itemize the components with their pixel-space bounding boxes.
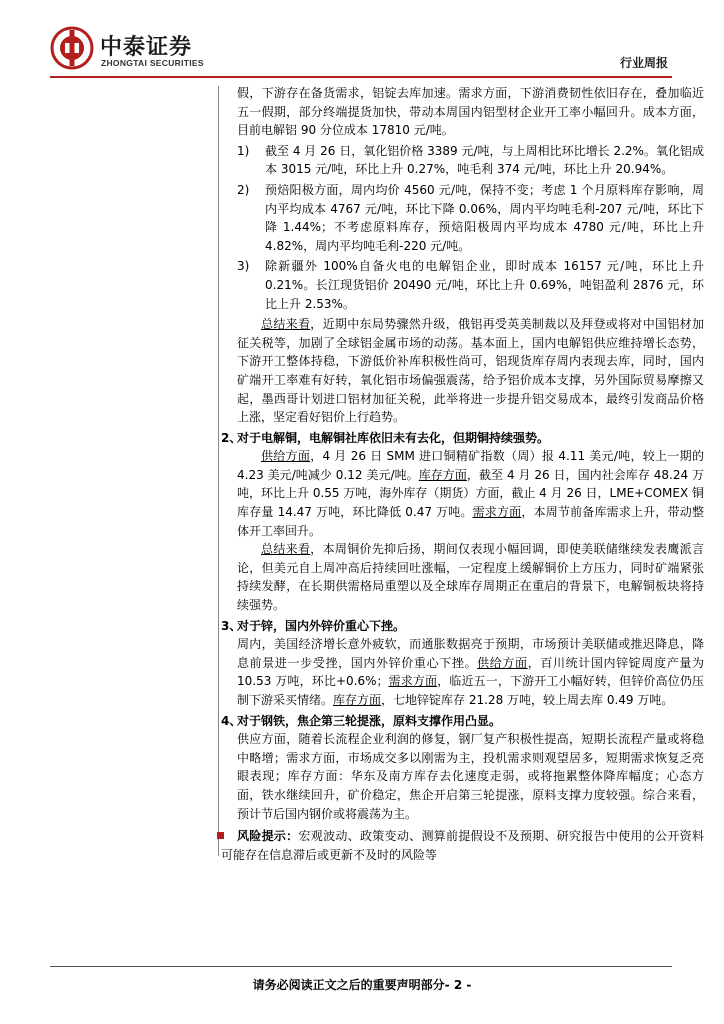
aluminum-item-1 [237,142,704,179]
company-logo [50,26,230,74]
item-text: 预焙阳极方面，周内均价 4560 元/吨，保持不变；考虑 1 个月原料库存影响，周内平均成本 4767 元/吨，环比下降 0.06%，周内平均吨毛利-207 元/吨，环比下降 1.44%；不考虑原料库存，预焙阳极周内平均成本 4780 元/吨，环比上升 4.82%，周内平均吨毛利-220 元/吨。 [265,182,704,253]
square-bullet-icon [217,832,224,839]
item-number: 2) [237,182,250,197]
inventory-text: ，七地锌锭库存 21.28 万吨，较上周去库 0.49 万吨。 [381,693,674,707]
item-number: 3) [237,259,250,274]
item-text: 截至 4 月 26 日，氧化铝价格 3389 元/吨，与上周相比环比增长 2.2%。氧化铝成本 3015 元/吨，环比上升 0.27%，吨毛利 374 元/吨，环比上升 20.94%。 [265,143,704,177]
risk-warning [221,827,704,864]
zinc-heading [221,617,704,636]
steel-heading [221,712,704,731]
heading-text: 对于锌，国内外锌价重心下挫。 [237,618,406,633]
heading-text: 对于钢铁，焦企第三轮提涨，原料支撑作用凸显。 [237,713,502,728]
report-type-label: 行业周报 [619,56,668,70]
supply-text: ，4 月 26 日 SMM 进口铜精矿指数（周）报 4.11 美元/吨，较上一期的 4.23 美元/吨减少 0.12 美元/吨。 [237,449,704,482]
inventory-text: ，截至 4 月 26 日，国内社会库存 48.24 万吨，环比上升 0.55 万吨，海外库存（期货）方面，截止 4 月 26 日，LME+COMEX 铜库存量 14.47 万吨，环比降低 0.47 万吨。 [237,467,704,520]
logo-english-name: ZHONGTAI SECURITIES [101,58,204,68]
aluminum-summary [237,315,704,427]
supply-label: 供给方面 [477,655,528,670]
aluminum-item-3 [237,257,704,313]
copper-body [237,447,704,540]
summary-text: ，本周铜价先抑后扬，期间仅表现小幅回调，即使美联储继续发表鹰派言论，但美元自上周冲高后持续回吐涨幅，一定程度上缓解铜价上方压力，同时矿端紧张持续发酵，在长期供需格局重塑以及全球库存周期正在重启的背景下，电解铜板块将持续强势。 [237,542,704,613]
disclaimer-notice: 请务必阅读正文之后的重要声明部分 [252,978,445,992]
aluminum-item-2 [237,181,704,255]
page-number: - 2 - [444,978,472,992]
zhongtai-logo-icon [50,26,94,70]
steel-body: 供应方面，随着长流程企业利润的修复，钢厂复产积极性提高，短期长流程产量或将稳中略增；需求方面，市场成交多以刚需为主，投机需求则观望居多，短期需求恢复乏亮眼表现；库存方面：华东及南方库存去化速度走弱，或将拖累整体降库幅度；心态方面，铁水继续回升，矿价稳定，焦企开启第三轮提涨，原料支撑力度较强。综合来看，预计节后国内钢价或将震荡为主。 [237,732,704,821]
heading-number: 2、 [221,430,242,445]
demand-label: 需求方面 [472,505,522,520]
heading-number: 4、 [221,713,242,728]
demand-text: ，临近五一，下游开工小幅好转，但锌价高位仍压制下游采买情绪。 [237,674,704,707]
main-content [221,84,704,864]
zinc-text-a: 周内，美国经济增长意外疲软，而通胀数据亮于预期，市场预计美联储或推迟降息，降息前景进一步受挫，国内外锌价重心下挫。 [237,637,704,670]
demand-label: 需求方面 [388,674,438,689]
supply-label: 供给方面 [261,449,311,464]
supply-text: ，百川统计国内锌锭周度产量为 10.53 万吨，环比+0.6%； [237,655,704,689]
margin-rule [218,86,219,856]
risk-label: 风险提示： [237,829,299,844]
item-text: 除新疆外 100%自备火电的电解铝企业，即时成本 16157 元/吨，环比上升 0.21%。长江现货铝价 20490 元/吨，环比上升 0.69%，吨铝盈利 2876 元，环比上升 2.53%。 [265,259,704,311]
heading-text: 对于电解铜，电解铜社库依旧未有去化，但期铜持续强势。 [237,430,550,445]
copper-summary [237,540,704,614]
summary-label: 总结来看 [261,317,311,332]
heading-number: 3、 [221,618,242,633]
demand-text: ，本周节前备库需求上升，带动整体开工率回升。 [237,505,704,538]
footer-divider [50,966,672,967]
item-number: 1) [237,143,250,158]
summary-label: 总结来看 [261,542,311,557]
header-divider [50,76,672,78]
page-header [0,0,724,80]
inventory-label: 库存方面 [333,693,382,707]
aluminum-intro: 假，下游存在备货需求，铝锭去库加速。需求方面，下游消费韧性依旧存在，叠加临近五一假期，部分终端提货加快，带动本周国内铝型材企业开工率小幅回升。成本方面，目前电解铝 90 分位成本 17810 元/吨。 [237,86,704,138]
risk-text: 宏观波动、政策变动、测算前提假设不及预期、研究报告中使用的公开资料可能存在信息滞后或更新不及时的风险等 [221,829,704,862]
summary-text: ，近期中东局势骤然升级，俄铝再受英美制裁以及拜登或将对中国铝材加征关税等，加剧了全球铝金属市场的动荡。基本面上，国内电解铝供应维持增长态势，下游开工整体持稳，下游低价补库积极性尚可，铝现货库存周内表现去库，同时，国内矿端开工率难有好转，氧化铝市场偏强震荡，给予铝价成本支撑，另外国际贸易摩擦又起，墨西哥计划进口铝材加征关税，此举将进一步提升铝交易成本，最终引发商品价格上涨，坚定看好铝价上行趋势。 [237,317,704,425]
inventory-label: 库存方面 [418,467,467,482]
logo-chinese-name: 中泰证券 [100,35,193,60]
zinc-body [237,635,704,709]
copper-heading [221,429,704,448]
page-footer [0,976,724,993]
